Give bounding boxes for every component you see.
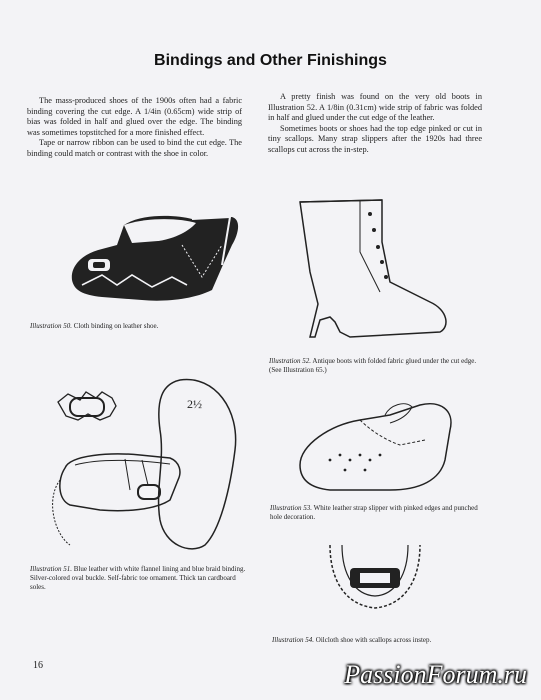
illustration-53-slipper (290, 385, 465, 500)
paragraph: Tape or narrow ribbon can be used to bind the cut edge. The binding could match or contrast with the shoe in color. (27, 138, 242, 158)
illustration-54-oilcloth-shoe (320, 540, 430, 630)
sole-size-label: 2½ (187, 397, 202, 411)
paragraph: The mass-produced shoes of the 1900s often had a fabric binding covering the cut edge. A 1/4in (0.65cm) wide strip of bias was folded in half and glued over the edge. The binding was sometimes topstitched for a more finished effect. (27, 96, 242, 137)
page-number: 16 (33, 660, 43, 671)
caption-illustration-50 (30, 322, 250, 331)
watermark: PassionForum.ru (344, 660, 527, 689)
illustration-52-boot (290, 192, 470, 352)
left-column-text (27, 96, 242, 160)
caption-text: Oilcloth shoe with scallops across instep. (315, 636, 432, 644)
caption-illustration-52 (269, 357, 484, 375)
caption-label: Illustration 51. (30, 565, 73, 573)
caption-label: Illustration 54. (272, 636, 315, 644)
caption-text: Cloth binding on leather shoe. (73, 322, 159, 330)
caption-text: White leather strap slipper with pinked edges and punched hole decoration. (270, 504, 478, 521)
caption-label: Illustration 52. (269, 357, 312, 365)
paragraph: A pretty finish was found on the very old boots in Illustration 52. A 1/8in (0.31cm) wide strip of fabric was folded in half and glued under the cut edge of the leather. (268, 92, 482, 123)
caption-label: Illustration 50. (30, 322, 73, 330)
caption-illustration-54 (272, 636, 486, 645)
illustration-50-shoe (62, 205, 252, 320)
caption-illustration-53 (270, 504, 484, 522)
paragraph: Sometimes boots or shoes had the top edge pinked or cut in tiny scallops. Many strap slippers after the 1920s had three scallops cut across the in-step. (268, 123, 482, 154)
illustration-51-shoe-and-sole (30, 360, 260, 560)
caption-label: Illustration 53. (270, 504, 313, 512)
caption-text: Blue leather with white flannel lining and blue braid binding. Silver-colored oval buckle. Self-fabric toe ornament. Thick tan cardboard soles. (30, 565, 246, 591)
caption-text: Antique boots with folded fabric glued under the cut edge. (See Illustration 65.) (269, 357, 477, 374)
right-column-text (268, 92, 482, 156)
page-title: Bindings and Other Finishings (154, 52, 387, 69)
caption-illustration-51 (30, 565, 248, 592)
